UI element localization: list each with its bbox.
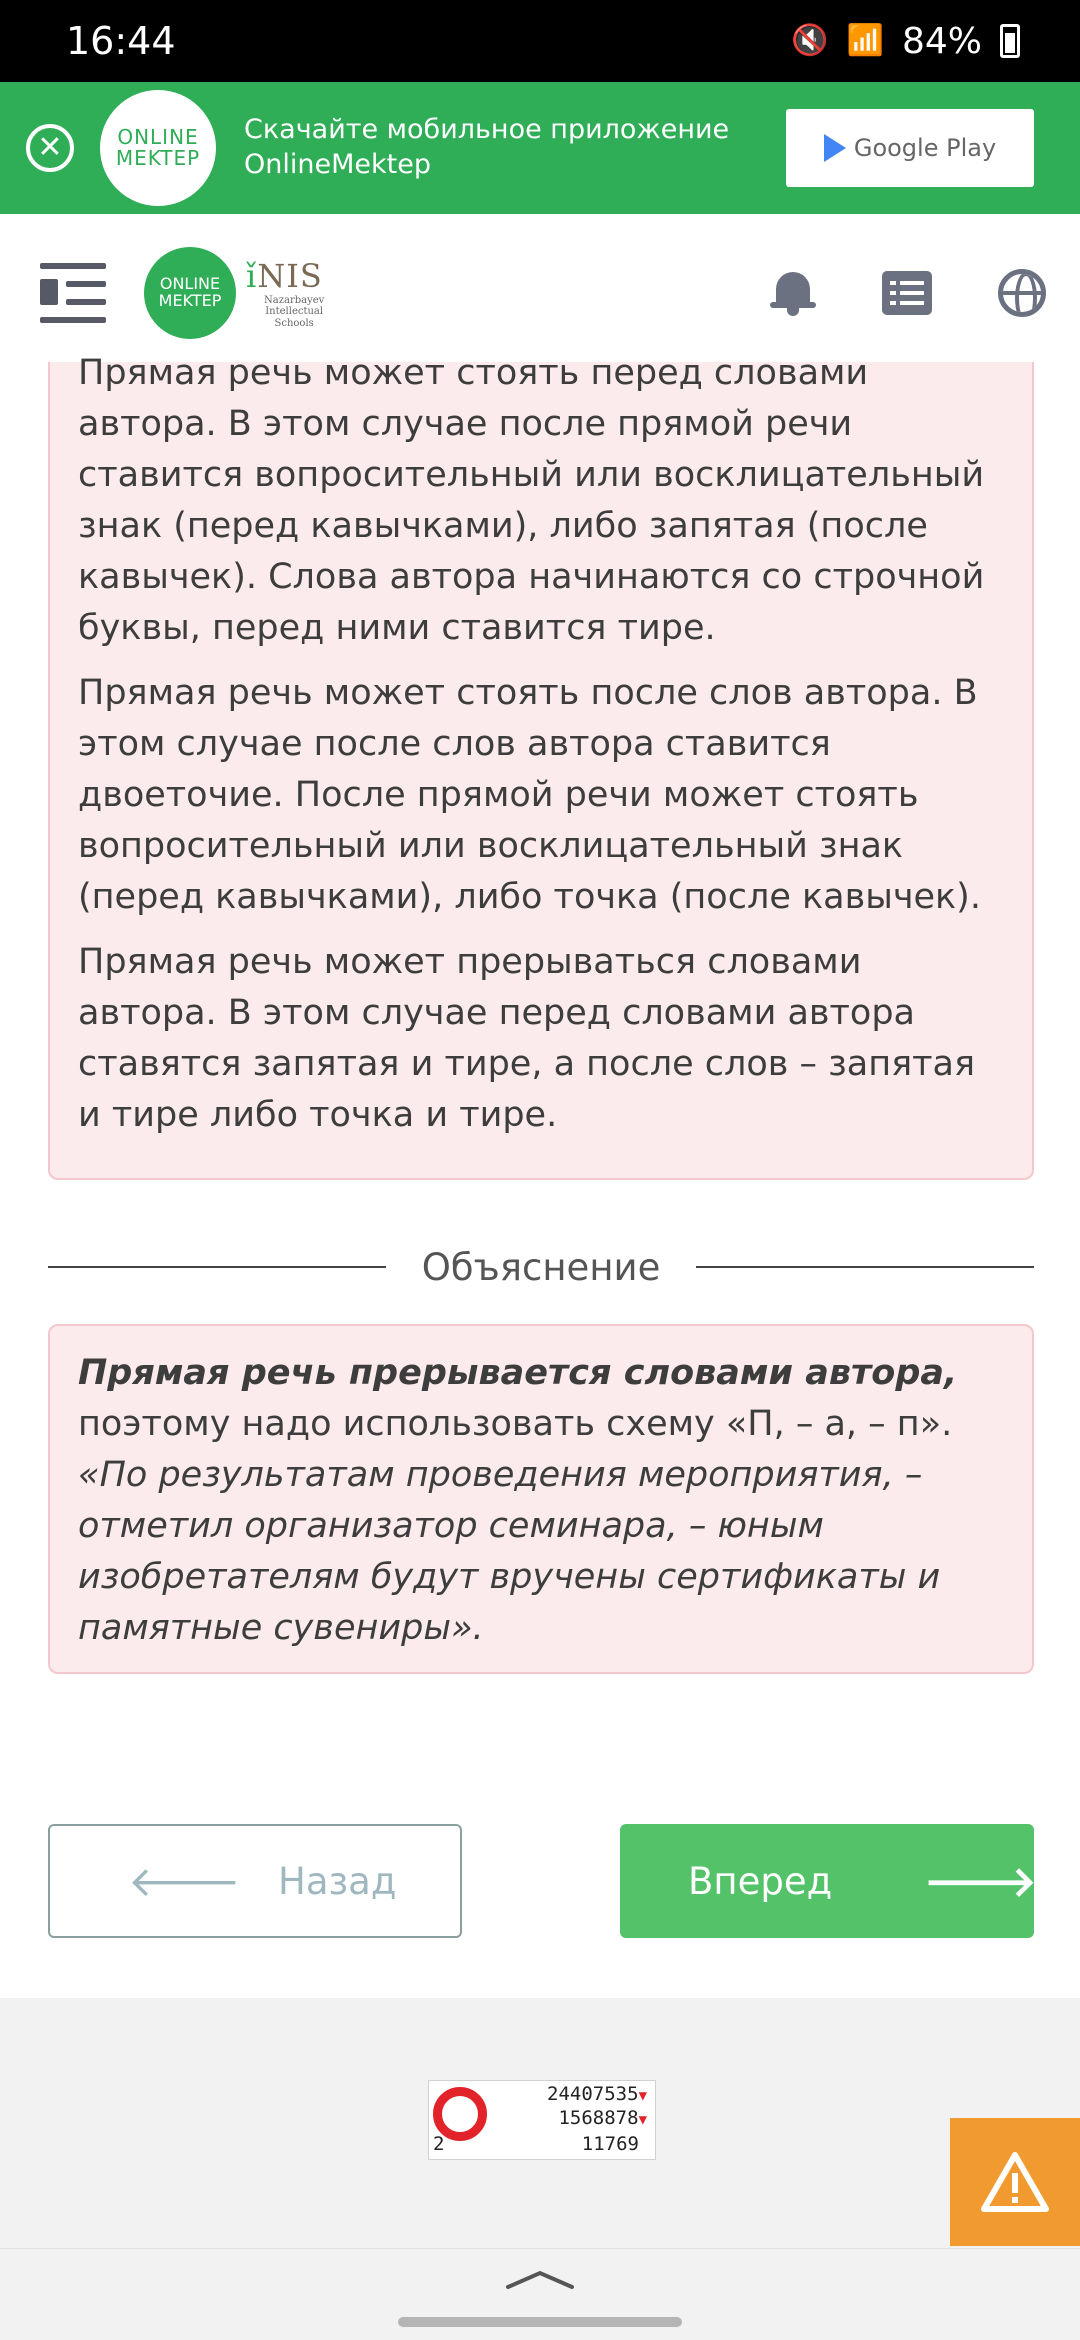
status-icons xyxy=(791,21,1020,62)
status-time: 16:44 xyxy=(66,19,176,63)
explanation-heading: Объяснение xyxy=(421,1245,661,1289)
bell-icon[interactable] xyxy=(770,270,816,316)
theory-box xyxy=(48,353,1034,1180)
wifi-icon: 📶 xyxy=(846,23,884,58)
mute-icon: 🔇 xyxy=(791,23,829,58)
explanation-bold: Прямая речь прерывается словами автора, xyxy=(78,1353,958,1393)
onlinemektep-logo xyxy=(100,90,216,206)
nis-title: ǐNIS xyxy=(246,256,323,295)
logo-text-top: ONLINE xyxy=(117,125,199,149)
counter-today: 1568878▼ xyxy=(558,2107,647,2129)
list-icon[interactable] xyxy=(882,271,932,315)
visitor-counter[interactable] xyxy=(428,2080,656,2160)
explanation-box xyxy=(48,1324,1034,1674)
banner-text-line1: Скачайте мобильное приложение xyxy=(244,114,730,146)
theory-paragraph-1: Прямая речь может стоять перед словами автора. В этом случае после прямой речи ставится вопросительный или восклицательный знак (перед кавычками), либо запятая (после кавычек). Слова автора начинаются со строчной буквы, перед ними ставится тире. xyxy=(78,353,985,648)
arrow-left-icon: 🡐 xyxy=(128,1856,241,1906)
counter-left-number: 2 xyxy=(433,2133,445,2155)
report-error-button[interactable] xyxy=(950,2118,1080,2246)
logo-text-bottom: MEKTEP xyxy=(115,146,201,170)
chevron-up-icon[interactable] xyxy=(506,2267,574,2291)
explanation-example: «По результатам проведения мероприятия, – отметил организатор семинара, – юным изобретателям будут вручены сертификаты и памятные сувениры». xyxy=(78,1455,941,1648)
google-play-button[interactable] xyxy=(786,109,1034,187)
home-indicator[interactable] xyxy=(398,2317,682,2327)
main-content xyxy=(0,353,1080,1998)
google-play-label: Google Play xyxy=(853,134,997,162)
nis-subtitle: Nazarbayev Intellectual Schools xyxy=(264,294,325,329)
app-download-banner xyxy=(0,82,1080,214)
explanation-divider xyxy=(48,1242,1034,1292)
battery-icon xyxy=(1000,24,1020,58)
banner-text-line2: OnlineMektep xyxy=(244,149,431,180)
header-logo-bottom: MEKTEP xyxy=(158,291,222,310)
google-play-icon xyxy=(824,134,846,162)
banner-text xyxy=(244,113,764,182)
counter-online: 11769 xyxy=(581,2133,639,2155)
arrow-right-icon: 🡒 xyxy=(924,1856,1037,1906)
warning-icon xyxy=(980,2151,1050,2213)
theory-paragraph-2: Прямая речь может стоять после слов автора. В этом случае после слов автора ставится двоеточие. После прямой речи может стоять вопросительный или восклицательный знак (перед кавычками), либо точка (после кавычек). xyxy=(78,673,981,917)
globe-icon[interactable] xyxy=(998,269,1046,317)
back-label: Назад xyxy=(278,1859,397,1903)
back-button[interactable] xyxy=(48,1824,462,1938)
system-nav-bar xyxy=(0,2248,1080,2340)
next-button[interactable] xyxy=(620,1824,1037,1938)
counter-total: 24407535▼ xyxy=(547,2083,647,2105)
theory-paragraph-3: Прямая речь может прерываться словами автора. В этом случае перед словами автора ставятся запятая и тире, а после слов – запятая и тире либо точка и тире. xyxy=(78,942,976,1135)
close-banner-button[interactable]: ✕ xyxy=(26,124,74,172)
status-bar xyxy=(0,0,1080,82)
menu-icon[interactable] xyxy=(40,263,106,323)
header-actions xyxy=(770,269,1046,317)
explanation-normal: поэтому надо использовать схему «П, – а, – п». xyxy=(78,1404,953,1444)
nis-logo[interactable] xyxy=(246,257,324,330)
onlinemektep-header-logo[interactable] xyxy=(144,247,236,339)
header-logo-top: ONLINE xyxy=(159,274,221,294)
next-label: Вперед xyxy=(688,1859,833,1903)
battery-percent: 84% xyxy=(901,20,982,62)
